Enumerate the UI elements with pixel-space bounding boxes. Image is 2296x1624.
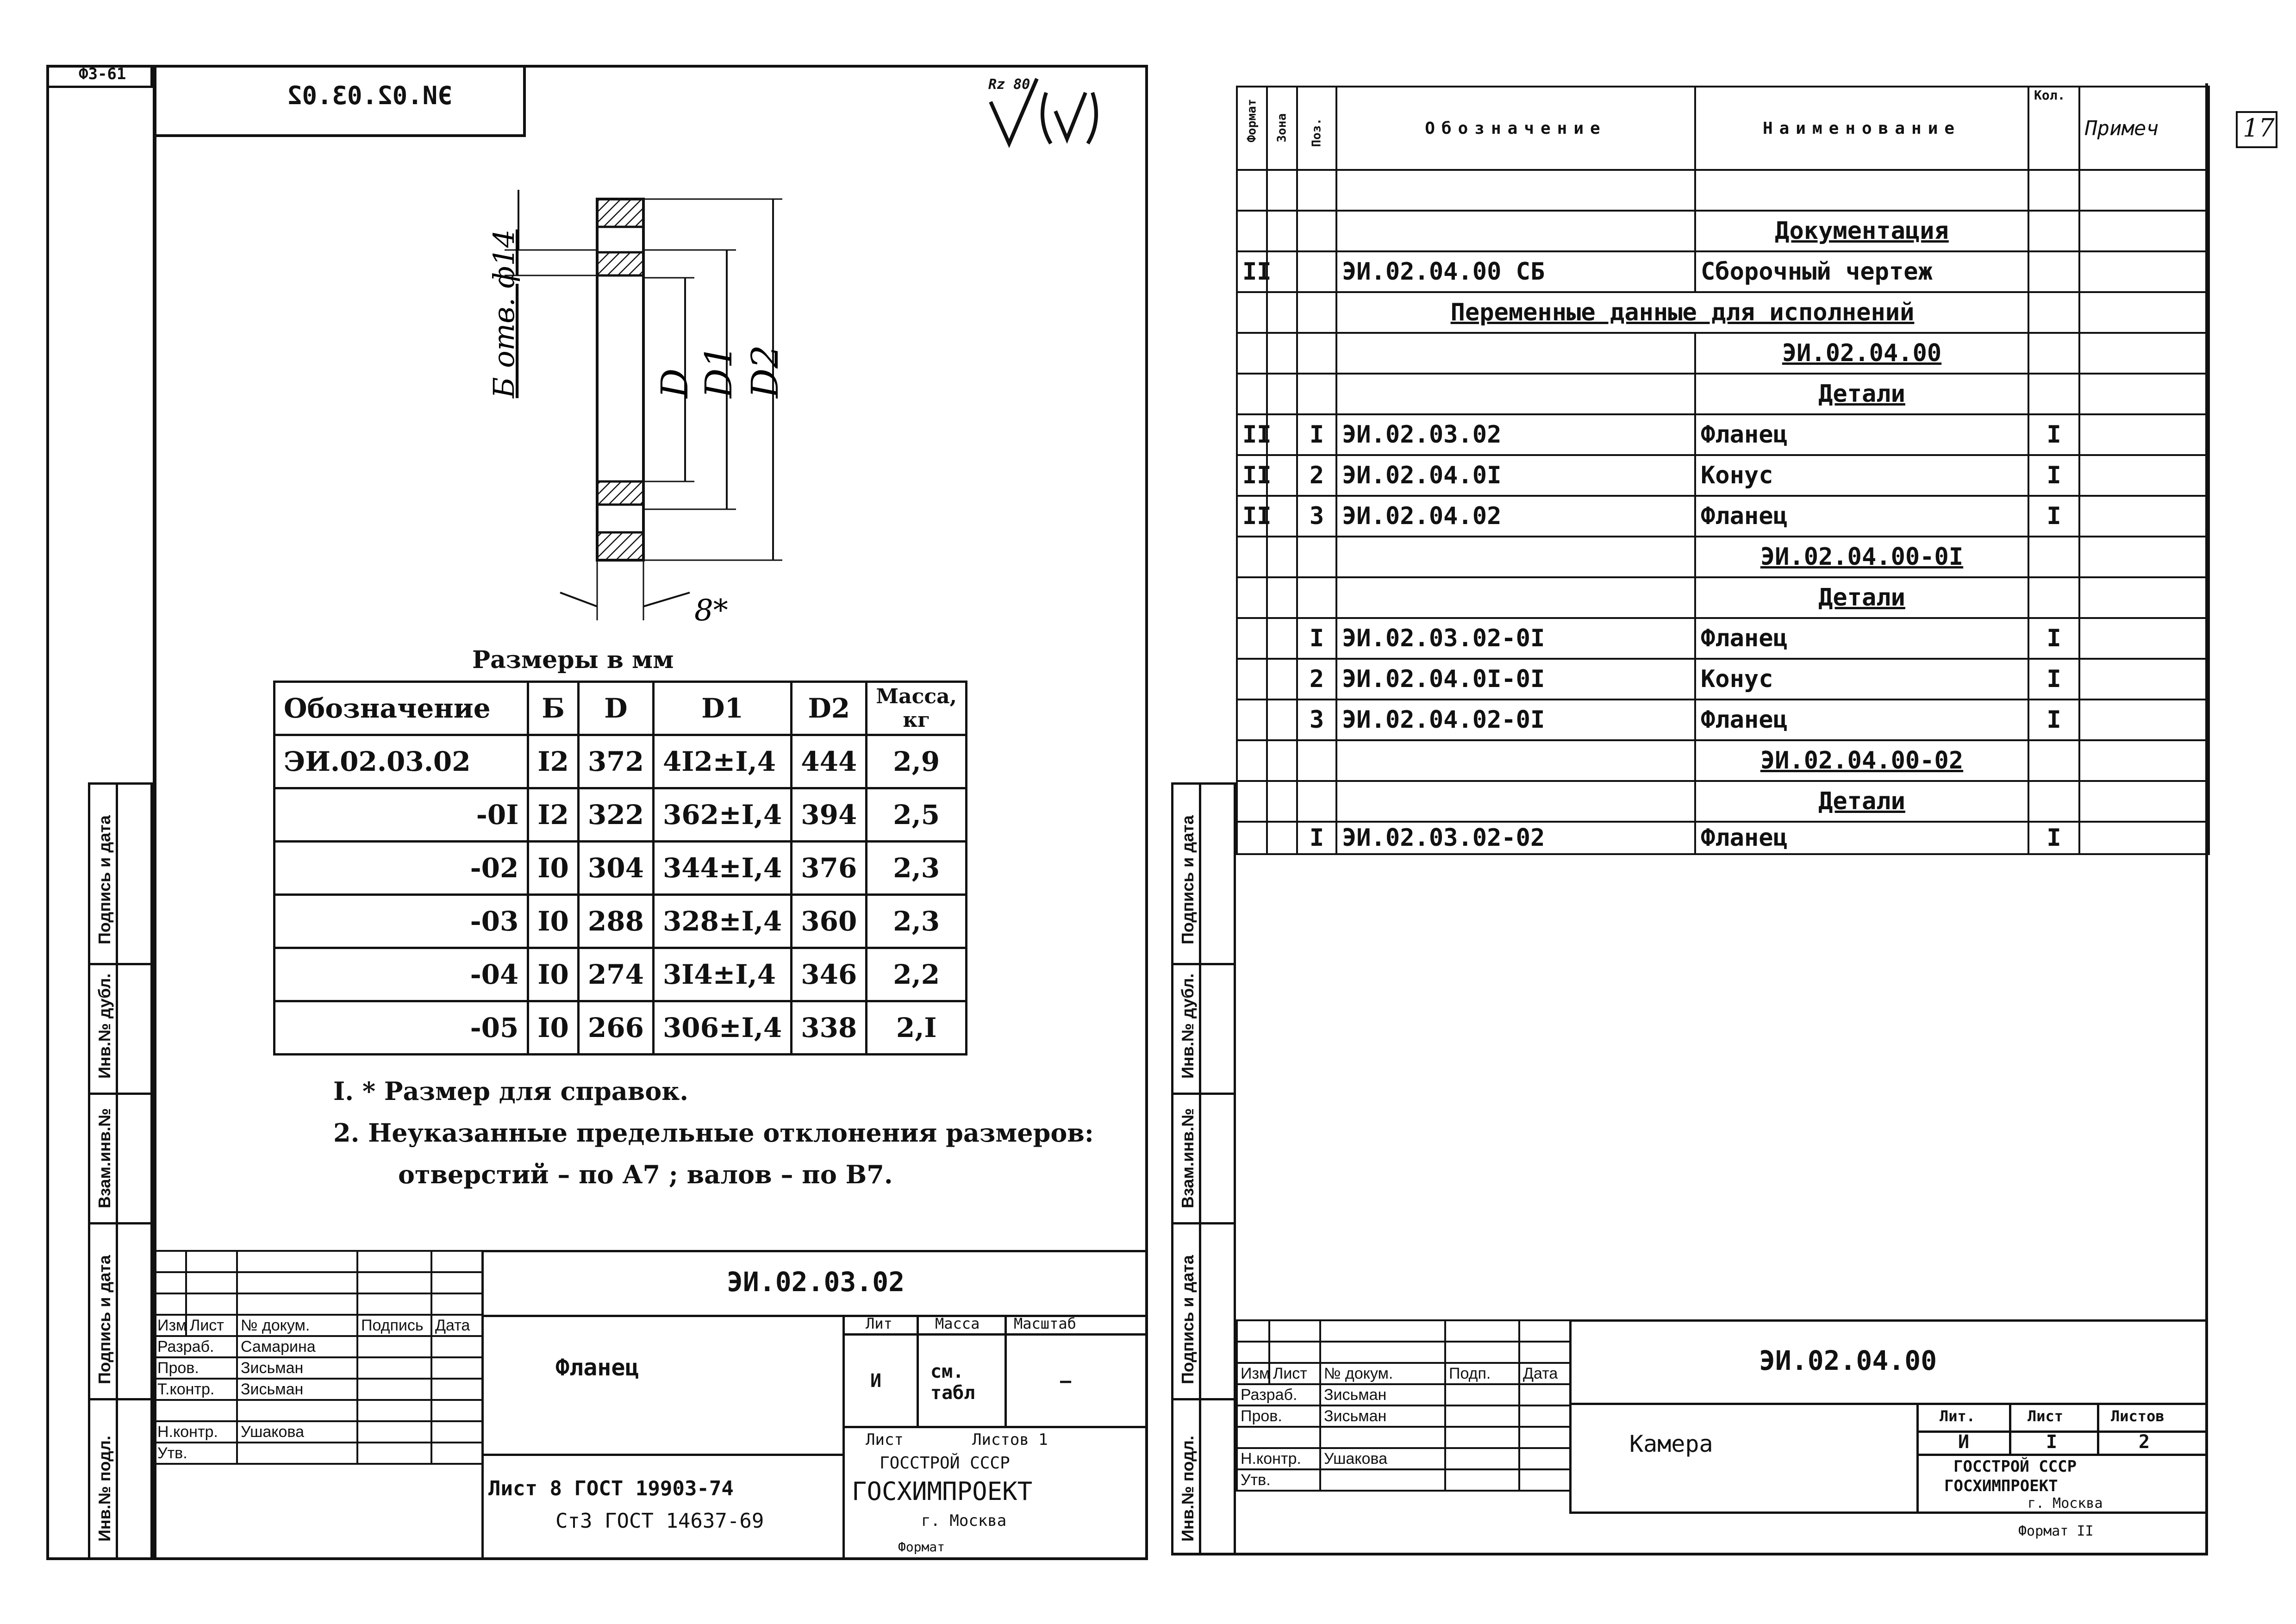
spec-cell-d: ЭИ.02.03.02 (1336, 414, 1695, 455)
table-cell: 306±I,4 (653, 1001, 791, 1055)
spec-cell-z (1267, 251, 1297, 292)
spec-header-qty: Кол. (2028, 87, 2079, 170)
spec-cell-n: Сборочный чертеж (1695, 251, 2028, 292)
spec-row (1237, 659, 2209, 700)
spec-cell-note (2079, 537, 2209, 577)
spec-cell-n: Фланец (1695, 618, 2028, 659)
spec-cell-p (1297, 577, 1336, 618)
table-cell: -05 (275, 1001, 528, 1055)
side-label: Взам.инв.№ (1178, 1108, 1197, 1208)
table-cell: -02 (275, 842, 528, 895)
spec-cell-q: I (2028, 618, 2079, 659)
spec-cell-f (1237, 822, 1267, 854)
tb-role: Изм (1237, 1363, 1269, 1384)
spec-cell-q: I (2028, 822, 2079, 854)
spec-cell-note (2079, 251, 2209, 292)
table-cell: 2,5 (867, 788, 967, 842)
tb-person-name: Самарина (237, 1336, 357, 1357)
spec-cell-q (2028, 740, 2079, 781)
right-designation: ЭИ.02.04.00 (1759, 1345, 1937, 1376)
table-cell: 304 (578, 842, 653, 895)
spec-header-designation: Обозначение (1336, 87, 1695, 170)
spec-cell-n: Фланец (1695, 822, 2028, 854)
spec-cell-f (1237, 740, 1267, 781)
tb-person-role: Н.контр. (154, 1421, 237, 1443)
spec-cell-q (2028, 292, 2079, 333)
right-sheets-value: 2 (2139, 1431, 2150, 1453)
spec-cell-d: ЭИ.02.04.0I (1336, 455, 1695, 496)
spec-cell-d (1336, 374, 1695, 414)
spec-header-note: Примеч (2079, 87, 2209, 170)
spec-row (1237, 292, 2209, 333)
tb-role: Лист (186, 1315, 237, 1336)
spec-cell-n (1695, 170, 2028, 211)
spec-cell-q (2028, 251, 2079, 292)
spec-cell-f (1237, 700, 1267, 740)
tb-person-role: Утв. (1237, 1469, 1320, 1491)
table-cell: 322 (578, 788, 653, 842)
table-header: Обозначение (275, 682, 528, 735)
spec-cell-p: I (1297, 822, 1336, 854)
table-cell: -0I (275, 788, 528, 842)
spec-cell-note (2079, 700, 2209, 740)
spec-row (1237, 822, 2209, 854)
dim-D: D (653, 368, 696, 398)
spec-cell-p: I (1297, 618, 1336, 659)
table-cell: 328±I,4 (653, 895, 791, 948)
spec-cell-note (2079, 740, 2209, 781)
spec-cell-f (1237, 618, 1267, 659)
spec-cell-note (2079, 618, 2209, 659)
spec-cell-n: ЭИ.02.04.00-02 (1695, 740, 2028, 781)
side-label: Инв.№ подл. (1178, 1436, 1197, 1542)
spec-cell-p (1297, 374, 1336, 414)
table-cell: 376 (792, 842, 867, 895)
spec-cell-p (1297, 211, 1336, 251)
tb-person-role: Пров. (1237, 1405, 1320, 1427)
table-cell: 394 (792, 788, 867, 842)
table-header: Масса, кг (867, 682, 967, 735)
tb-role: Лист (1269, 1363, 1320, 1384)
table-cell: I0 (528, 1001, 579, 1055)
tb-person-role: Пров. (154, 1357, 237, 1379)
spec-cell-z (1267, 740, 1297, 781)
tb-role: № докум. (1320, 1363, 1445, 1384)
spec-row (1237, 414, 2209, 455)
spec-cell-f (1237, 292, 1267, 333)
spec-cell-q (2028, 537, 2079, 577)
table-header: Б (528, 682, 579, 735)
spec-cell-f: II (1237, 455, 1267, 496)
spec-cell-z (1267, 659, 1297, 700)
side-label: Инв.№ дубл. (1178, 973, 1197, 1079)
tb-role: № докум. (237, 1315, 357, 1336)
spec-cell-note (2079, 211, 2209, 251)
right-sheets-label: Листов (2111, 1407, 2165, 1425)
spec-cell-d (1336, 211, 1695, 251)
right-org2: ГОСХИМПРОЕКТ (1944, 1477, 2058, 1495)
spec-cell-n: ЭИ.02.04.00 (1695, 333, 2028, 374)
table-row (275, 735, 967, 788)
spec-cell-q: I (2028, 659, 2079, 700)
spec-cell-note (2079, 659, 2209, 700)
spec-row (1237, 455, 2209, 496)
spec-row (1237, 170, 2209, 211)
spec-cell-f: II (1237, 251, 1267, 292)
spec-cell-f (1237, 374, 1267, 414)
spec-row (1237, 374, 2209, 414)
spec-cell-n: ЭИ.02.04.00-0I (1695, 537, 2028, 577)
spec-cell-q (2028, 781, 2079, 822)
spec-header-row (1237, 87, 2209, 170)
spec-cell-d: ЭИ.02.04.02 (1336, 496, 1695, 537)
note-3: отверстий – по А7 ; валов – по В7. (398, 1160, 893, 1189)
tb-person-name: Зисьман (237, 1357, 357, 1379)
spec-cell-f (1237, 781, 1267, 822)
table-row (275, 895, 967, 948)
tb-person-name: Зисьман (1320, 1405, 1445, 1427)
tb-person-name: Зисьман (1320, 1384, 1445, 1405)
tb-person-role: Т.контр. (154, 1379, 237, 1400)
table-row (275, 1001, 967, 1055)
tb-person-role: Утв. (154, 1443, 237, 1464)
side-label: Подпись и дата (95, 815, 114, 944)
spec-row (1237, 537, 2209, 577)
left-org1: ГОССТРОЙ СССР (880, 1454, 1010, 1473)
spec-cell-d: ЭИ.02.03.02-0I (1336, 618, 1695, 659)
spec-cell-note (2079, 496, 2209, 537)
spec-cell-p (1297, 333, 1336, 374)
left-lit-label: Лит (866, 1315, 892, 1332)
spec-cell-note (2079, 170, 2209, 211)
spec-header-name: Наименование (1695, 87, 2028, 170)
sheet-code: Ф3-61 (79, 65, 126, 83)
table-cell: I0 (528, 895, 579, 948)
table-header: D2 (792, 682, 867, 735)
spec-cell-z (1267, 292, 1297, 333)
spec-cell-f (1237, 170, 1267, 211)
left-mass-value: см. табл (930, 1361, 975, 1404)
spec-cell-q (2028, 374, 2079, 414)
left-format: Формат (898, 1539, 945, 1555)
spec-cell-d: ЭИ.02.03.02-02 (1336, 822, 1695, 854)
spec-cell-z (1267, 170, 1297, 211)
side-label: Инв.№ дубл. (95, 973, 114, 1079)
spec-cell-q: I (2028, 414, 2079, 455)
flange-drawing (486, 176, 833, 648)
table-cell: 362±I,4 (653, 788, 791, 842)
spec-cell-n: Документация (1695, 211, 2028, 251)
dim-D1: D1 (697, 344, 740, 398)
side-label: Инв.№ подл. (95, 1436, 114, 1542)
spec-cell-d (1336, 537, 1695, 577)
spec-cell-p (1297, 170, 1336, 211)
spec-cell-p: 2 (1297, 659, 1336, 700)
table-cell: 2,9 (867, 735, 967, 788)
spec-cell-p: I (1297, 414, 1336, 455)
tb-person-name: Зисьман (237, 1379, 357, 1400)
table-cell: -03 (275, 895, 528, 948)
spec-cell-p: 2 (1297, 455, 1336, 496)
tb-role: Подпись (357, 1315, 431, 1336)
table-cell: 274 (578, 948, 653, 1001)
tb-person-role: Разраб. (154, 1336, 237, 1357)
dimensions-table (273, 681, 967, 1056)
spec-cell-p (1297, 781, 1336, 822)
spec-cell-note (2079, 822, 2209, 854)
right-format: Формат II (2018, 1523, 2094, 1539)
spec-cell-q: I (2028, 496, 2079, 537)
spec-cell-note (2079, 577, 2209, 618)
right-lit-value: И (1958, 1431, 1970, 1453)
spec-cell-f: II (1237, 414, 1267, 455)
table-cell: 360 (792, 895, 867, 948)
left-material2: Ст3 ГОСТ 14637-69 (555, 1509, 764, 1533)
table-cell: 2,3 (867, 842, 967, 895)
spec-row (1237, 740, 2209, 781)
tb-role: Дата (431, 1315, 482, 1336)
spec-cell-p (1297, 740, 1336, 781)
spec-cell-n: Фланец (1695, 414, 2028, 455)
spec-cell-q: I (2028, 455, 2079, 496)
tb-role: Дата (1519, 1363, 1570, 1384)
roughness-label: Rz 80 (988, 76, 1030, 93)
note-2: 2. Неуказанные предельные отклонения размеров: (333, 1118, 1094, 1148)
side-label: Подпись и дата (95, 1255, 114, 1384)
table-cell: 3I4±I,4 (653, 948, 791, 1001)
spec-cell-z (1267, 333, 1297, 374)
spec-cell-q (2028, 577, 2079, 618)
right-city: г. Москва (2028, 1495, 2103, 1512)
table-cell: 338 (792, 1001, 867, 1055)
thickness-label: 8* (694, 593, 728, 628)
spec-cell-z (1267, 496, 1297, 537)
table-header: D1 (653, 682, 791, 735)
spec-cell-d: ЭИ.02.04.0I-0I (1336, 659, 1695, 700)
table-cell: I2 (528, 735, 579, 788)
tb-person-name: Ушакова (237, 1421, 357, 1443)
left-org2: ГОСХИМПРОЕКТ (852, 1477, 1033, 1506)
spec-cell-d (1336, 577, 1695, 618)
spec-cell-n: Детали (1695, 577, 2028, 618)
spec-table (1236, 86, 2210, 855)
table-cell: ЭИ.02.03.02 (275, 735, 528, 788)
spec-cell-p: 3 (1297, 496, 1336, 537)
table-cell: 444 (792, 735, 867, 788)
spec-cell-d: Переменные данные для исполнений (1336, 292, 2028, 333)
spec-cell-d (1336, 170, 1695, 211)
spec-cell-note (2079, 781, 2209, 822)
spec-cell-f (1237, 659, 1267, 700)
top-stamp: ЭИ.02.03.02 (287, 81, 453, 110)
left-city: г. Москва (921, 1512, 1007, 1530)
spec-cell-f (1237, 333, 1267, 374)
right-sheet-label: Лист (2028, 1407, 2064, 1425)
spec-cell-z (1267, 700, 1297, 740)
spec-header-zone: Зона (1267, 87, 1297, 170)
spec-cell-note (2079, 333, 2209, 374)
table-cell: 372 (578, 735, 653, 788)
spec-cell-n: Детали (1695, 781, 2028, 822)
spec-cell-note (2079, 414, 2209, 455)
left-part-name: Фланец (555, 1354, 639, 1381)
tb-person-role: Н.контр. (1237, 1448, 1320, 1469)
spec-cell-f (1237, 211, 1267, 251)
left-signature-grid (153, 1250, 483, 1465)
left-mass-label: Масса (935, 1315, 980, 1332)
spec-row (1237, 333, 2209, 374)
spec-row (1237, 618, 2209, 659)
side-label: Подпись и дата (1178, 1255, 1197, 1384)
table-cell: I0 (528, 842, 579, 895)
spec-cell-d (1336, 740, 1695, 781)
table-cell: 266 (578, 1001, 653, 1055)
spec-cell-n: Конус (1695, 455, 2028, 496)
tb-role: Изм (154, 1315, 186, 1336)
spec-cell-q (2028, 333, 2079, 374)
spec-cell-q: I (2028, 700, 2079, 740)
spec-cell-d: ЭИ.02.04.00 СБ (1336, 251, 1695, 292)
spec-cell-n: Детали (1695, 374, 2028, 414)
hole-label: Б отв. ф14 (487, 229, 521, 398)
spec-cell-d (1336, 781, 1695, 822)
spec-cell-n: Конус (1695, 659, 2028, 700)
spec-cell-d: ЭИ.02.04.02-0I (1336, 700, 1695, 740)
right-part-name: Камера (1629, 1430, 1713, 1457)
left-material: Лист 8 ГОСТ 19903-74 (488, 1477, 734, 1500)
right-lit-label: Лит. (1940, 1407, 1976, 1425)
table-cell: 2,3 (867, 895, 967, 948)
table-cell: 4I2±I,4 (653, 735, 791, 788)
spec-row (1237, 496, 2209, 537)
spec-cell-z (1267, 455, 1297, 496)
left-scale-label: Масштаб (1014, 1315, 1076, 1332)
spec-cell-z (1267, 374, 1297, 414)
spec-cell-z (1267, 414, 1297, 455)
spec-cell-z (1267, 822, 1297, 854)
spec-cell-f (1237, 537, 1267, 577)
spec-header-pos: Поз. (1297, 87, 1336, 170)
spec-cell-f (1237, 577, 1267, 618)
table-header: D (578, 682, 653, 735)
left-scale-value: – (1060, 1370, 1072, 1392)
table-cell: 346 (792, 948, 867, 1001)
left-sheets-label: Листов 1 (972, 1430, 1048, 1449)
note-1: I. * Размер для справок. (333, 1076, 689, 1106)
spec-cell-p: 3 (1297, 700, 1336, 740)
spec-row (1237, 700, 2209, 740)
table-caption: Размеры в мм (472, 646, 674, 674)
spec-cell-z (1267, 577, 1297, 618)
right-sheet-value: I (2046, 1431, 2058, 1453)
table-cell: I0 (528, 948, 579, 1001)
spec-cell-z (1267, 618, 1297, 659)
table-row (275, 948, 967, 1001)
spec-cell-p (1297, 537, 1336, 577)
tb-person-role: Разраб. (1237, 1384, 1320, 1405)
side-label: Взам.инв.№ (95, 1108, 114, 1208)
right-signature-grid (1236, 1319, 1571, 1492)
tb-role: Подп. (1445, 1363, 1519, 1384)
spec-cell-note (2079, 455, 2209, 496)
left-lit-value: И (870, 1370, 882, 1392)
spec-cell-q (2028, 170, 2079, 211)
spec-cell-n: Фланец (1695, 700, 2028, 740)
spec-row (1237, 211, 2209, 251)
left-sheet-label: Лист (866, 1430, 904, 1449)
page-number: 17 (2243, 113, 2275, 143)
spec-cell-p (1297, 292, 1336, 333)
table-cell: 2,2 (867, 948, 967, 1001)
table-row (275, 788, 967, 842)
dim-D2: D2 (743, 344, 786, 398)
side-label: Подпись и дата (1178, 815, 1197, 944)
spec-row (1237, 781, 2209, 822)
spec-cell-z (1267, 211, 1297, 251)
table-cell: 2,I (867, 1001, 967, 1055)
spec-row (1237, 577, 2209, 618)
table-cell: -04 (275, 948, 528, 1001)
spec-cell-note (2079, 292, 2209, 333)
spec-cell-n: Фланец (1695, 496, 2028, 537)
table-cell: 344±I,4 (653, 842, 791, 895)
spec-cell-p (1297, 251, 1336, 292)
table-cell: 288 (578, 895, 653, 948)
spec-cell-q (2028, 211, 2079, 251)
spec-cell-f: II (1237, 496, 1267, 537)
spec-header-format: Формат (1237, 87, 1267, 170)
spec-row (1237, 251, 2209, 292)
table-cell: I2 (528, 788, 579, 842)
spec-cell-d (1336, 333, 1695, 374)
spec-cell-z (1267, 537, 1297, 577)
table-header-row (275, 682, 967, 735)
spec-cell-note (2079, 374, 2209, 414)
spec-cell-z (1267, 781, 1297, 822)
right-org1: ГОССТРОЙ СССР (1953, 1457, 2077, 1476)
table-row (275, 842, 967, 895)
tb-person-name: Ушакова (1320, 1448, 1445, 1469)
left-designation: ЭИ.02.03.02 (727, 1266, 905, 1298)
